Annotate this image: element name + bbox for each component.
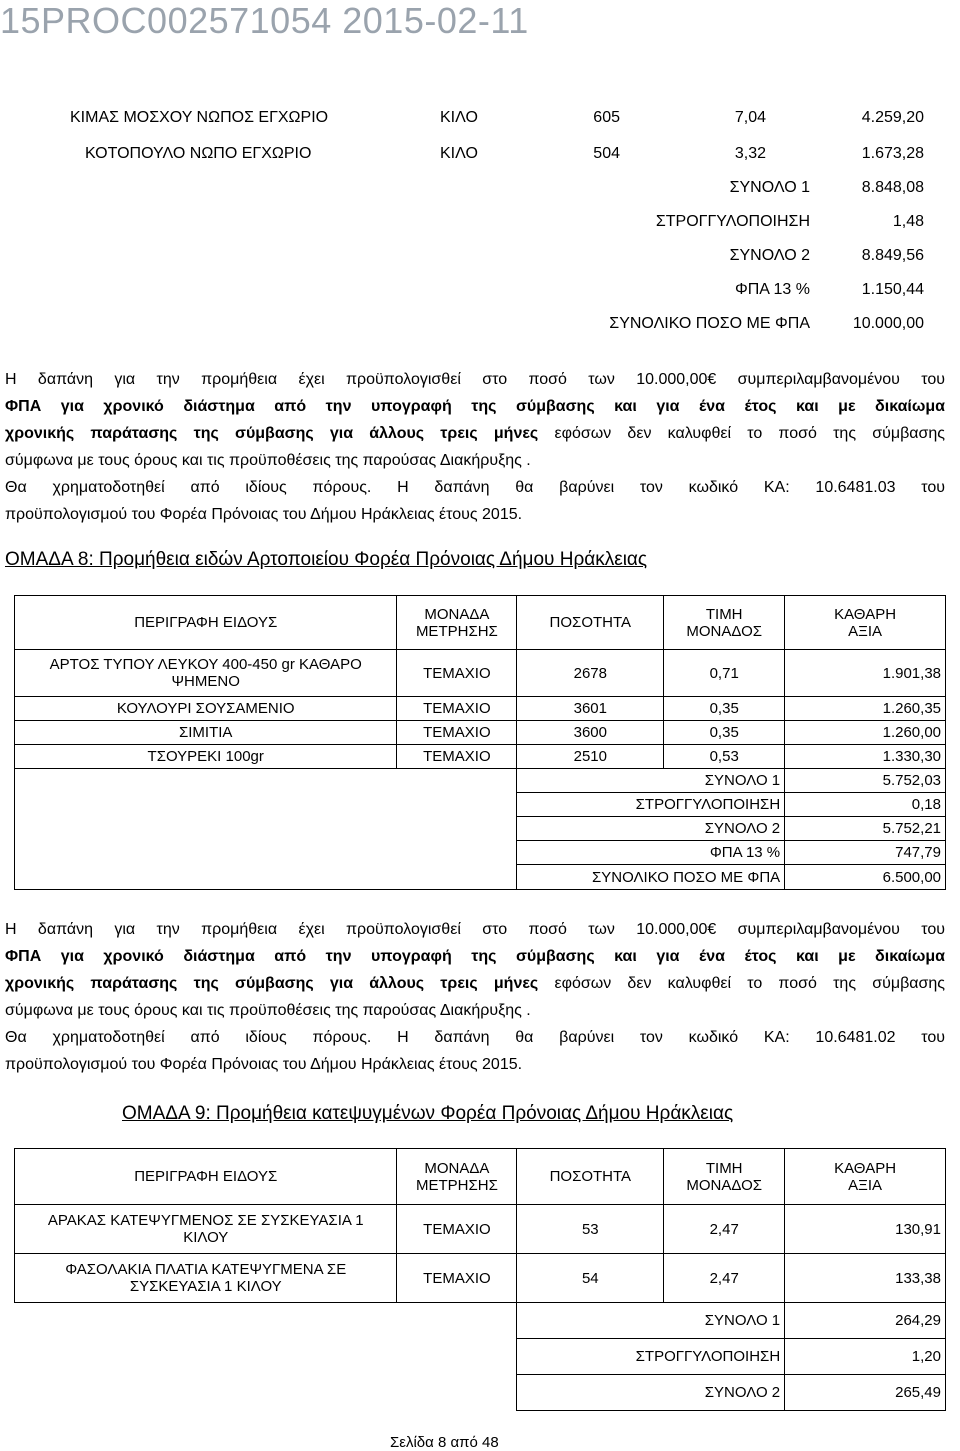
total-label: ΣΥΝΟΛΟ 2 (517, 1375, 785, 1411)
item-unit-price: 2,47 (664, 1254, 785, 1303)
total-row (15, 769, 946, 793)
bold-text: χρονικής παράτασης της σύμβασης για άλλους τρεις μήνες (5, 975, 539, 992)
item-unit-price: 7,04 (734, 109, 766, 126)
total-label: ΣΥΝΟΛΟ 1 (729, 179, 810, 196)
table-header-row (15, 596, 946, 650)
total-value: 0,18 (785, 793, 946, 817)
item-unit-price: 0,35 (664, 697, 785, 721)
item-quantity: 54 (517, 1254, 664, 1303)
item-description: ΑΡΑΚΑΣ ΚΑΤΕΨΥΓΜΕΝΟΣ ΣΕ ΣΥΣΚΕΥΑΣΙΑ 1 ΚΙΛΟΥ (15, 1205, 397, 1254)
group-9-table (14, 1148, 946, 1411)
paragraph-line: Θα χρηματοδοτηθεί από ιδίους πόρους. Η δαπάνη θα βαρύνει τον κωδικό ΚΑ: 10.6481.02 του (5, 1029, 945, 1046)
item-total: 1.673,28 (861, 145, 924, 162)
total-label: ΣΤΡΟΓΓΥΛΟΠΟΙΗΣΗ (517, 1339, 785, 1375)
group-9-heading: ΟΜΑΔΑ 9: Προμήθεια κατεψυγμένων Φορέα Πρόνοιας Δήμου Ηράκλειας (122, 1103, 734, 1124)
total-label: ΣΥΝΟΛΙΚΟ ΠΟΣΟ ΜΕ ΦΠΑ (517, 865, 785, 890)
total-label: ΦΠΑ 13 % (517, 841, 785, 865)
total-label: ΣΤΡΟΓΓΥΛΟΠΟΙΗΣΗ (655, 213, 810, 230)
item-quantity: 2510 (517, 745, 664, 769)
table-row (15, 650, 946, 697)
paragraph-line: Η δαπάνη για την προμήθεια έχει προϋπολογισθεί στο ποσό των 10.000,00€ συμπεριλαμβανομένου του (5, 921, 945, 938)
item-description: ΚΟΥΛΟΥΡΙ ΣΟΥΣΑΜΕΝΙΟ (15, 697, 397, 721)
total-label: ΣΤΡΟΓΓΥΛΟΠΟΙΗΣΗ (517, 793, 785, 817)
item-quantity: 3601 (517, 697, 664, 721)
bold-text: χρονικής παράτασης της σύμβασης για άλλους τρεις μήνες (5, 425, 539, 442)
item-unit: ΤΕΜΑΧΙΟ (397, 650, 517, 697)
table-row (15, 697, 946, 721)
item-total: 1.330,30 (785, 745, 946, 769)
item-total: 133,38 (785, 1254, 946, 1303)
header-quantity: ΠΟΣΟΤΗΤΑ (517, 596, 664, 650)
item-quantity: 3600 (517, 721, 664, 745)
total-label: ΣΥΝΟΛΙΚΟ ΠΟΣΟ ΜΕ ΦΠΑ (609, 315, 810, 332)
normal-text: εφόσων δεν καλυφθεί το ποσό της σύμβασης (538, 425, 946, 442)
item-unit-price: 2,47 (664, 1205, 785, 1254)
item-quantity: 605 (593, 109, 620, 126)
item-unit: ΤΕΜΑΧΙΟ (397, 745, 517, 769)
total-label: ΣΥΝΟΛΟ 2 (517, 817, 785, 841)
paragraph-line: προϋπολογισμού του Φορέα Πρόνοιας του Δήμου Ηράκλειας έτους 2015. (5, 1056, 523, 1073)
total-value: 8.849,56 (861, 247, 924, 264)
item-total: 4.259,20 (861, 109, 924, 126)
total-value: 1.150,44 (861, 281, 924, 298)
item-description: ΑΡΤΟΣ ΤΥΠΟΥ ΛΕΥΚΟΥ 400-450 gr ΚΑΘΑΡΟ ΨΗΜΕΝΟ (15, 650, 397, 697)
paragraph-line: Θα χρηματοδοτηθεί από ιδίους πόρους. Η δαπάνη θα βαρύνει τον κωδικό ΚΑ: 10.6481.03 του (5, 479, 945, 496)
group-8-heading: ΟΜΑΔΑ 8: Προμήθεια ειδών Αρτοποιείου Φορέα Πρόνοιας Δήμου Ηράκλειας (5, 549, 648, 570)
total-value: 6.500,00 (785, 865, 946, 890)
item-unit: ΤΕΜΑΧΙΟ (397, 1205, 517, 1254)
normal-text: εφόσων δεν καλυφθεί το ποσό της σύμβασης (538, 975, 946, 992)
document-id-header: 15PROC002571054 2015-02-11 (0, 0, 529, 41)
budget-paragraph (5, 916, 945, 1078)
item-total: 130,91 (785, 1205, 946, 1254)
item-description: ΚΙΜΑΣ ΜΟΣΧΟΥ ΝΩΠΟΣ ΕΓΧΩΡΙΟ (70, 109, 329, 126)
header-description: ΠΕΡΙΓΡΑΦΗ ΕΙΔΟΥΣ (15, 596, 397, 650)
item-description: ΚΟΤΟΠΟΥΛΟ ΝΩΠΟ ΕΓΧΩΡΙΟ (85, 145, 312, 162)
paragraph-line: ΦΠΑ για χρονικό διάστημα από την υπογραφή της σύμβασης και για ένα έτος και με δικαίωμα (5, 948, 945, 965)
item-unit-price: 0,35 (664, 721, 785, 745)
group-8-table (14, 595, 946, 890)
item-description: ΦΑΣΟΛΑΚΙΑ ΠΛΑΤΙΑ ΚΑΤΕΨΥΓΜΕΝΑ ΣΕ ΣΥΣΚΕΥΑΣΙΑ 1 ΚΙΛΟΥ (15, 1254, 397, 1303)
total-label: ΣΥΝΟΛΟ 2 (729, 247, 810, 264)
item-quantity: 53 (517, 1205, 664, 1254)
total-value: 5.752,03 (785, 769, 946, 793)
item-description: ΣΙΜΙΤΙΑ (15, 721, 397, 745)
item-unit: ΤΕΜΑΧΙΟ (397, 697, 517, 721)
item-unit-price: 0,53 (664, 745, 785, 769)
item-unit-price: 0,71 (664, 650, 785, 697)
item-unit: ΤΕΜΑΧΙΟ (397, 1254, 517, 1303)
item-unit: ΤΕΜΑΧΙΟ (397, 721, 517, 745)
paragraph-line: Η δαπάνη για την προμήθεια έχει προϋπολογισθεί στο ποσό των 10.000,00€ συμπεριλαμβανομένου του (5, 371, 945, 388)
item-unit: ΚΙΛΟ (440, 145, 478, 162)
header-net-value: ΚΑΘΑΡΗ ΑΞΙΑ (785, 1149, 946, 1205)
item-description: ΤΣΟΥΡΕΚΙ 100gr (15, 745, 397, 769)
paragraph-line: σύμφωνα με τους όρους και τις προϋποθέσεις της παρούσας Διακήρυξης . (5, 1002, 531, 1019)
page-number-footer: Σελίδα 8 από 48 (390, 1434, 499, 1451)
empty-cell (15, 1303, 517, 1411)
total-value: 265,49 (785, 1375, 946, 1411)
header-quantity: ΠΟΣΟΤΗΤΑ (517, 1149, 664, 1205)
total-value: 1,20 (785, 1339, 946, 1375)
item-unit-price: 3,32 (734, 145, 766, 162)
table-row (15, 745, 946, 769)
item-quantity: 504 (593, 145, 620, 162)
item-quantity: 2678 (517, 650, 664, 697)
item-total: 1.901,38 (785, 650, 946, 697)
table-row (15, 721, 946, 745)
header-unit: ΜΟΝΑΔΑ ΜΕΤΡΗΣΗΣ (397, 1149, 517, 1205)
total-value: 747,79 (785, 841, 946, 865)
table-row (15, 1254, 946, 1303)
paragraph-line (5, 970, 945, 997)
table-row (15, 1205, 946, 1254)
header-description: ΠΕΡΙΓΡΑΦΗ ΕΙΔΟΥΣ (15, 1149, 397, 1205)
total-label: ΦΠΑ 13 % (734, 281, 810, 298)
paragraph-line (5, 420, 945, 447)
budget-paragraph (5, 366, 945, 528)
header-unit-price: ΤΙΜΗ ΜΟΝΑΔΟΣ (664, 1149, 785, 1205)
paragraph-line: ΦΠΑ για χρονικό διάστημα από την υπογραφή της σύμβασης και για ένα έτος και με δικαίωμα (5, 398, 945, 415)
total-value: 5.752,21 (785, 817, 946, 841)
total-row (15, 1303, 946, 1339)
empty-cell (15, 769, 517, 890)
total-value: 1,48 (892, 213, 924, 230)
item-total: 1.260,35 (785, 697, 946, 721)
total-value: 264,29 (785, 1303, 946, 1339)
total-label: ΣΥΝΟΛΟ 1 (517, 1303, 785, 1339)
header-net-value: ΚΑΘΑΡΗ ΑΞΙΑ (785, 596, 946, 650)
total-label: ΣΥΝΟΛΟ 1 (517, 769, 785, 793)
paragraph-line: σύμφωνα με τους όρους και τις προϋποθέσεις της παρούσας Διακήρυξης . (5, 452, 531, 469)
paragraph-line: προϋπολογισμού του Φορέα Πρόνοιας του Δήμου Ηράκλειας έτους 2015. (5, 506, 523, 523)
header-unit: ΜΟΝΑΔΑ ΜΕΤΡΗΣΗΣ (397, 596, 517, 650)
item-unit: ΚΙΛΟ (440, 109, 478, 126)
total-value: 10.000,00 (852, 315, 924, 332)
item-total: 1.260,00 (785, 721, 946, 745)
total-value: 8.848,08 (861, 179, 924, 196)
header-unit-price: ΤΙΜΗ ΜΟΝΑΔΟΣ (664, 596, 785, 650)
table-header-row (15, 1149, 946, 1205)
